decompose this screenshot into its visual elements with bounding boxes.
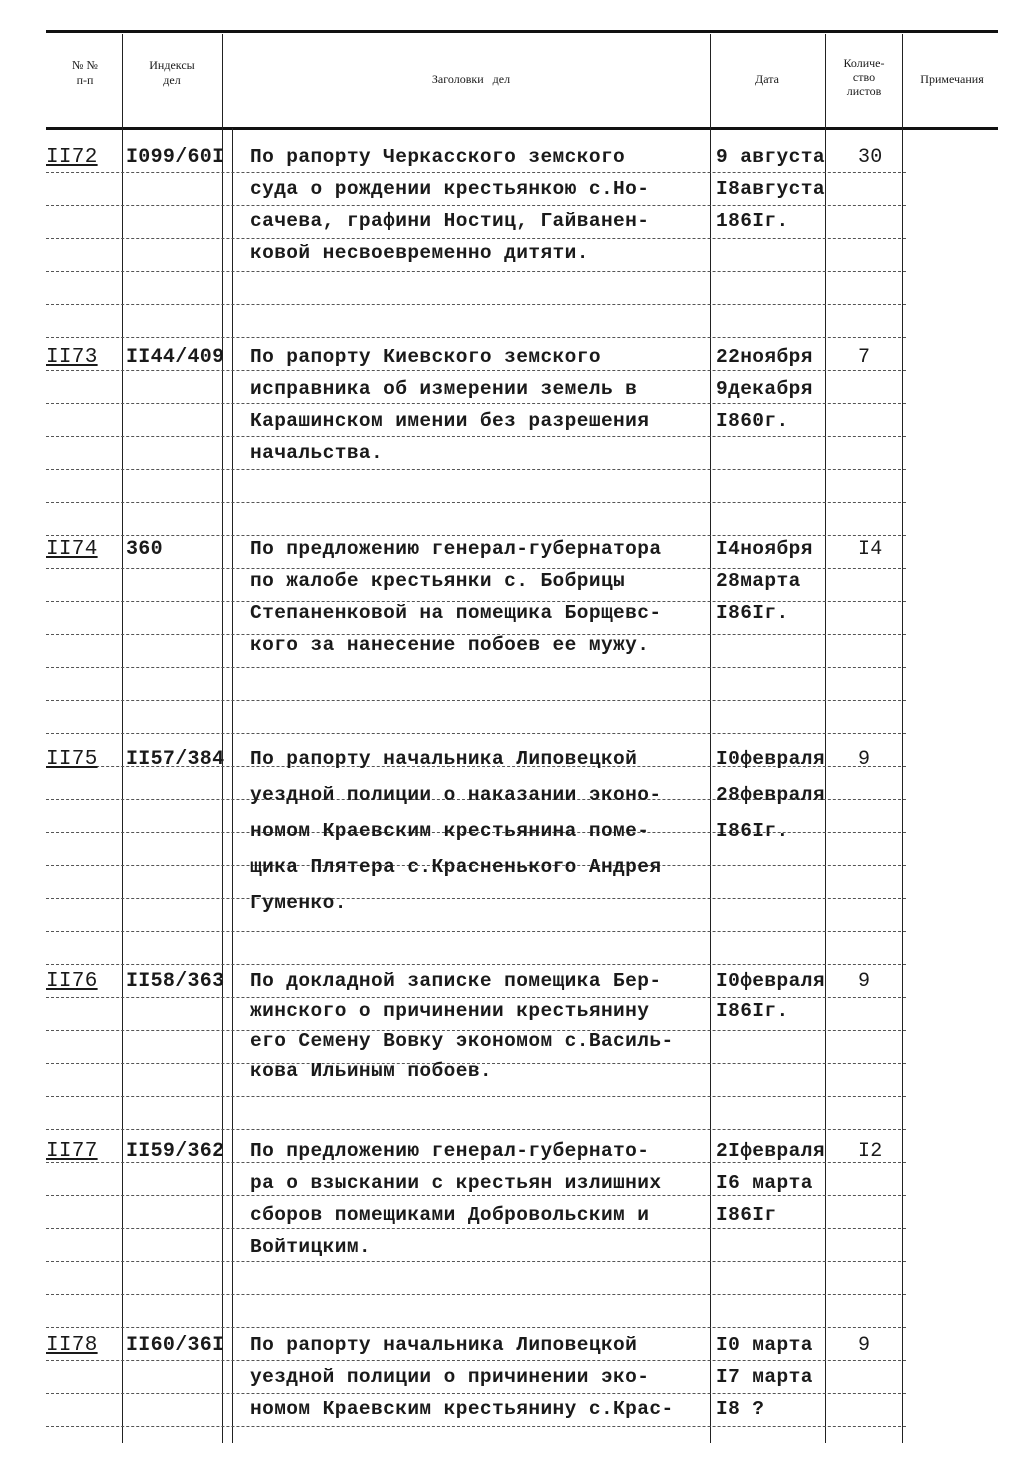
ruled-line: [46, 1195, 906, 1196]
row-date-line: 9 августа: [716, 146, 825, 168]
row-title-line: ра о взыскании с крестьян излишних: [250, 1172, 662, 1194]
row-title-line: По рапорту начальника Липовецкой: [250, 1334, 638, 1356]
row-index: II57/384: [126, 748, 225, 771]
row-index: I099/60I: [126, 146, 225, 169]
row-number: II72: [46, 146, 98, 169]
row-title-line: сачева, графини Ностиц, Гайванен-: [250, 210, 650, 232]
row-date-line: I7 марта: [716, 1366, 813, 1388]
ruled-line: [46, 1096, 906, 1097]
ruled-line: [46, 568, 906, 569]
row-date-line: I8 ?: [716, 1398, 765, 1420]
row-title-line: исправника об измерении земель в: [250, 378, 638, 400]
header-date: Дата: [755, 72, 779, 86]
row-index: II60/36I: [126, 1334, 225, 1357]
row-title-line: кова Ильиным побоев.: [250, 1060, 493, 1082]
row-date-line: I86Iг.: [716, 1000, 789, 1022]
ruled-line: [46, 304, 906, 305]
ruled-line: [46, 667, 906, 668]
row-number: II75: [46, 748, 98, 771]
ruled-line: [46, 337, 906, 338]
ruled-line: [46, 205, 906, 206]
header-number: № № п-п: [72, 58, 98, 87]
row-title-line: щика Плятера с.Красненького Андрея: [250, 856, 662, 878]
row-date-line: 186Iг.: [716, 210, 789, 232]
ruled-line: [46, 997, 906, 998]
row-number: II76: [46, 970, 98, 993]
row-index: II44/409: [126, 346, 225, 369]
row-date-line: 9декабря: [716, 378, 813, 400]
column-divider: [825, 34, 826, 1443]
row-date-line: I6 марта: [716, 1172, 813, 1194]
row-title-line: По рапорту начальника Липовецкой: [250, 748, 638, 770]
row-sheet-count: 9: [858, 970, 871, 993]
ruled-line: [46, 898, 906, 899]
row-date-line: I8августа: [716, 178, 825, 200]
row-number: II77: [46, 1140, 98, 1163]
row-date-line: I86Iг.: [716, 820, 789, 842]
row-date-line: I0февраля: [716, 748, 825, 770]
row-number: II74: [46, 538, 98, 561]
ruled-line: [46, 1261, 906, 1262]
header-notes: Примечания: [920, 72, 984, 86]
row-date-line: I86Iг: [716, 1204, 777, 1226]
row-title-line: ковой несвоевременно дитяти.: [250, 242, 589, 264]
row-date-line: I0февраля: [716, 970, 825, 992]
ruled-line: [46, 931, 906, 932]
row-title-line: кого за нанесение побоев ее мужу.: [250, 634, 650, 656]
row-number: II78: [46, 1334, 98, 1357]
ruled-line: [46, 271, 906, 272]
row-date-line: 28февраля: [716, 784, 825, 806]
ruled-line: [46, 1426, 906, 1427]
row-index: II59/362: [126, 1140, 225, 1163]
top-rule: [46, 30, 998, 33]
row-date-line: I86Iг.: [716, 602, 789, 624]
row-date-line: 2Iфевраля: [716, 1140, 825, 1162]
column-divider: [122, 34, 123, 1443]
row-title-line: номом Краевским крестьянину с.Крас-: [250, 1398, 674, 1420]
ruled-line: [46, 502, 906, 503]
header-sheet-count: Количе- ство листов: [843, 56, 885, 98]
ruled-line: [46, 535, 906, 536]
row-title-line: жинского о причинении крестьянину: [250, 1000, 650, 1022]
ruled-line: [46, 1294, 906, 1295]
ruled-line: [46, 1129, 906, 1130]
ruled-line: [46, 370, 906, 371]
row-sheet-count: 9: [858, 748, 871, 771]
row-title-line: суда о рождении крестьянкою с.Но-: [250, 178, 650, 200]
ruled-line: [46, 1327, 906, 1328]
row-title-line: По рапорту Киевского земского: [250, 346, 601, 368]
row-number: II73: [46, 346, 98, 369]
row-sheet-count: I2: [858, 1140, 883, 1163]
ruled-line: [46, 733, 906, 734]
row-title-line: Карашинском имении без разрешения: [250, 410, 650, 432]
column-divider: [222, 34, 223, 1443]
row-title-line: сборов помещиками Добровольским и: [250, 1204, 650, 1226]
row-date-line: I860г.: [716, 410, 789, 432]
row-sheet-count: I4: [858, 538, 883, 561]
ruled-line: [46, 469, 906, 470]
header-bottom-rule: [46, 127, 998, 130]
row-date-line: I0 марта: [716, 1334, 813, 1356]
row-title-line: его Семену Вовку экономом с.Василь-: [250, 1030, 674, 1052]
row-index: II58/363: [126, 970, 225, 993]
column-divider: [232, 128, 233, 1443]
row-title-line: Степаненковой на помещика Борщевс-: [250, 602, 662, 624]
row-title-line: Войтицким.: [250, 1236, 372, 1258]
ruled-line: [46, 436, 906, 437]
row-title-line: По предложению генерал-губернатора: [250, 538, 662, 560]
header-index: Индексы дел: [149, 58, 195, 87]
row-sheet-count: 7: [858, 346, 871, 369]
row-index: 360: [126, 538, 163, 561]
row-sheet-count: 30: [858, 146, 883, 169]
ruled-line: [46, 403, 906, 404]
column-divider: [710, 34, 711, 1443]
row-title-line: по жалобе крестьянки с. Бобрицы: [250, 570, 626, 592]
header-title: Заголовки дел: [431, 72, 511, 86]
ruled-line: [46, 964, 906, 965]
row-title-line: уездной полиции о причинении эко-: [250, 1366, 650, 1388]
row-sheet-count: 9: [858, 1334, 871, 1357]
row-title-line: уездной полиции о наказании эконо-: [250, 784, 662, 806]
row-title-line: По рапорту Черкасского земского: [250, 146, 626, 168]
column-divider: [902, 34, 903, 1443]
row-date-line: I4ноября: [716, 538, 813, 560]
ruled-line: [46, 700, 906, 701]
row-title-line: начальства.: [250, 442, 384, 464]
row-title-line: номом Краевским крестьянина поме-: [250, 820, 650, 842]
row-title-line: Гуменко.: [250, 892, 347, 914]
ruled-line: [46, 1360, 906, 1361]
ruled-line: [46, 238, 906, 239]
row-title-line: По предложению генерал-губернато-: [250, 1140, 650, 1162]
ruled-line: [46, 1228, 906, 1229]
ruled-line: [46, 172, 906, 173]
ruled-line: [46, 1393, 906, 1394]
row-date-line: 22ноября: [716, 346, 813, 368]
row-title-line: По докладной записке помещика Бер-: [250, 970, 662, 992]
row-date-line: 28марта: [716, 570, 801, 592]
